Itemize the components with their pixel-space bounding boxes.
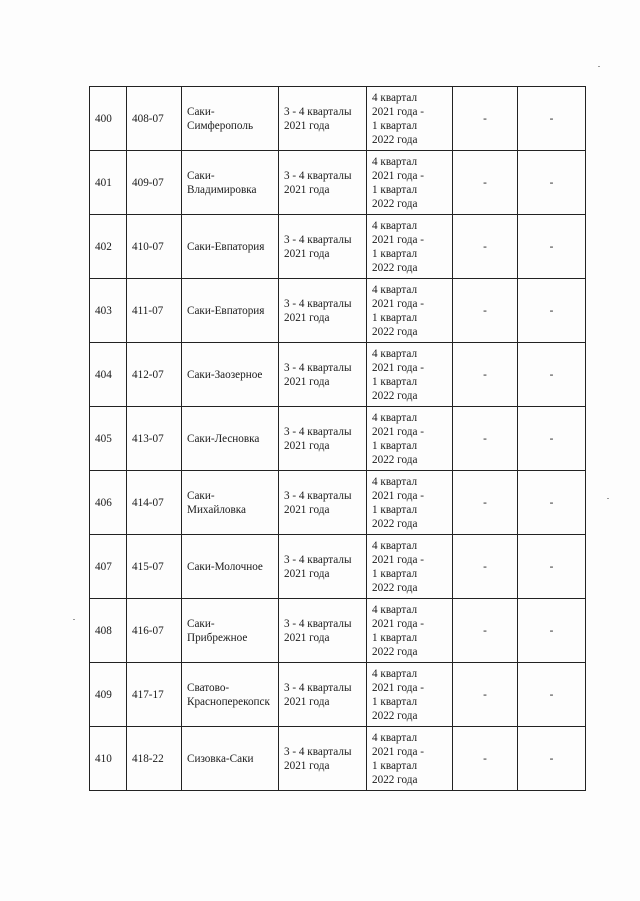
cell-term-text: 4 квартал 2021 года - 1 квартал 2022 года — [372, 347, 424, 402]
cell-number-text: 401 — [95, 176, 112, 189]
cell-number — [90, 279, 127, 343]
cell-dash — [453, 663, 518, 727]
table-row — [90, 151, 586, 215]
cell-period-text: 3 - 4 кварталы 2021 года — [284, 489, 352, 516]
cell-dash-text: - — [483, 560, 487, 573]
scan-speck — [598, 66, 600, 67]
cell-term — [367, 87, 453, 151]
cell-period-text: 3 - 4 кварталы 2021 года — [284, 425, 352, 452]
cell-term-text: 4 квартал 2021 года - 1 квартал 2022 года — [372, 603, 424, 658]
cell-number-text: 402 — [95, 240, 112, 253]
cell-route-code-text: 410-07 — [132, 240, 164, 253]
cell-period — [279, 215, 367, 279]
cell-period-text: 3 - 4 кварталы 2021 года — [284, 297, 352, 324]
cell-number-text: 404 — [95, 368, 112, 381]
cell-number — [90, 471, 127, 535]
cell-route-name-text: Саки-Молочное — [187, 560, 263, 573]
cell-period-text: 3 - 4 кварталы 2021 года — [284, 233, 352, 260]
cell-number — [90, 407, 127, 471]
cell-period-text: 3 - 4 кварталы 2021 года — [284, 745, 352, 772]
cell-number — [90, 663, 127, 727]
cell-term — [367, 343, 453, 407]
cell-dash — [518, 279, 586, 343]
cell-dash-text: - — [483, 432, 487, 445]
table-row — [90, 663, 586, 727]
cell-term — [367, 407, 453, 471]
cell-dash-text: - — [549, 752, 554, 765]
cell-route-code-text: 411-07 — [132, 304, 164, 317]
cell-term — [367, 151, 453, 215]
cell-number-text: 410 — [95, 752, 112, 765]
cell-number-text: 403 — [95, 304, 112, 317]
cell-term — [367, 599, 453, 663]
table-row — [90, 87, 586, 151]
cell-dash-text: - — [549, 624, 554, 637]
cell-number-text: 400 — [95, 112, 112, 125]
cell-route-code — [127, 87, 182, 151]
cell-route-code-text: 408-07 — [132, 112, 164, 125]
cell-route-code-text: 409-07 — [132, 176, 164, 189]
cell-route-code-text: 417-17 — [132, 688, 164, 701]
cell-route-code — [127, 535, 182, 599]
cell-number-text: 408 — [95, 624, 112, 637]
cell-route-name-text: Саки- Михайловка — [187, 489, 247, 516]
cell-number — [90, 727, 127, 791]
cell-dash — [518, 151, 586, 215]
table-body — [90, 87, 586, 791]
cell-period — [279, 151, 367, 215]
cell-route-code — [127, 215, 182, 279]
cell-dash — [518, 343, 586, 407]
cell-route-code — [127, 727, 182, 791]
cell-dash — [453, 87, 518, 151]
cell-term-text: 4 квартал 2021 года - 1 квартал 2022 года — [372, 219, 424, 274]
cell-route-code-text: 414-07 — [132, 496, 164, 509]
cell-dash — [453, 279, 518, 343]
cell-route-code-text: 413-07 — [132, 432, 164, 445]
cell-period-text: 3 - 4 кварталы 2021 года — [284, 553, 352, 580]
cell-dash — [453, 215, 518, 279]
cell-term-text: 4 квартал 2021 года - 1 квартал 2022 года — [372, 539, 424, 594]
table-row — [90, 215, 586, 279]
cell-dash-text: - — [549, 304, 554, 317]
cell-term — [367, 727, 453, 791]
scan-speck — [73, 619, 75, 620]
cell-route-name-text: Саки- Прибрежное — [187, 617, 248, 644]
cell-route-name — [182, 663, 279, 727]
cell-period — [279, 663, 367, 727]
cell-dash — [518, 663, 586, 727]
cell-dash-text: - — [483, 752, 487, 765]
cell-route-code — [127, 343, 182, 407]
cell-dash — [453, 727, 518, 791]
cell-period-text: 3 - 4 кварталы 2021 года — [284, 617, 352, 644]
cell-term — [367, 663, 453, 727]
cell-route-name-text: Сизовка-Саки — [187, 752, 254, 765]
table-row — [90, 343, 586, 407]
cell-dash — [453, 471, 518, 535]
cell-dash — [453, 343, 518, 407]
table-row — [90, 471, 586, 535]
cell-period — [279, 599, 367, 663]
cell-dash — [518, 471, 586, 535]
table-row — [90, 727, 586, 791]
cell-dash-text: - — [483, 688, 487, 701]
cell-number — [90, 535, 127, 599]
cell-dash — [518, 215, 586, 279]
cell-number-text: 407 — [95, 560, 112, 573]
cell-period-text: 3 - 4 кварталы 2021 года — [284, 169, 352, 196]
cell-dash-text: - — [549, 240, 554, 253]
cell-dash-text: - — [549, 368, 554, 381]
cell-dash-text: - — [549, 432, 554, 445]
cell-period — [279, 343, 367, 407]
cell-period — [279, 535, 367, 599]
cell-dash — [453, 407, 518, 471]
cell-route-code-text: 418-22 — [132, 752, 164, 765]
cell-period-text: 3 - 4 кварталы 2021 года — [284, 105, 352, 132]
cell-dash-text: - — [549, 688, 554, 701]
cell-period — [279, 279, 367, 343]
cell-dash-text: - — [483, 496, 487, 509]
cell-route-code — [127, 663, 182, 727]
cell-route-name — [182, 727, 279, 791]
cell-route-name-text: Саки-Заозерное — [187, 368, 263, 381]
table-row — [90, 407, 586, 471]
cell-dash — [453, 535, 518, 599]
cell-number — [90, 215, 127, 279]
cell-dash — [518, 407, 586, 471]
cell-route-code — [127, 279, 182, 343]
cell-number-text: 406 — [95, 496, 112, 509]
cell-dash-text: - — [549, 176, 554, 189]
cell-dash-text: - — [483, 624, 487, 637]
cell-route-name — [182, 87, 279, 151]
cell-dash-text: - — [549, 112, 554, 125]
cell-number-text: 409 — [95, 688, 112, 701]
cell-route-name — [182, 215, 279, 279]
cell-dash-text: - — [549, 496, 554, 509]
cell-period — [279, 727, 367, 791]
cell-term — [367, 279, 453, 343]
cell-term-text: 4 квартал 2021 года - 1 квартал 2022 года — [372, 411, 424, 466]
cell-number-text: 405 — [95, 432, 112, 445]
cell-period — [279, 87, 367, 151]
cell-route-code — [127, 407, 182, 471]
cell-term-text: 4 квартал 2021 года - 1 квартал 2022 года — [372, 475, 424, 530]
cell-period-text: 3 - 4 кварталы 2021 года — [284, 361, 352, 388]
cell-route-code — [127, 471, 182, 535]
cell-dash-text: - — [483, 112, 487, 125]
cell-route-code — [127, 151, 182, 215]
cell-route-name-text: Саки-Евпатория — [187, 240, 265, 253]
cell-route-name — [182, 279, 279, 343]
cell-number — [90, 151, 127, 215]
cell-period — [279, 407, 367, 471]
cell-dash — [518, 87, 586, 151]
cell-term-text: 4 квартал 2021 года - 1 квартал 2022 года — [372, 283, 424, 338]
cell-route-name — [182, 407, 279, 471]
routes-table — [89, 86, 586, 791]
cell-route-code — [127, 599, 182, 663]
cell-period — [279, 471, 367, 535]
cell-dash — [518, 727, 586, 791]
cell-dash-text: - — [483, 176, 487, 189]
cell-dash-text: - — [483, 368, 487, 381]
cell-dash — [453, 599, 518, 663]
cell-term — [367, 471, 453, 535]
cell-term-text: 4 квартал 2021 года - 1 квартал 2022 года — [372, 155, 424, 210]
cell-dash-text: - — [483, 304, 487, 317]
cell-term — [367, 215, 453, 279]
table-row — [90, 279, 586, 343]
cell-route-name-text: Саки- Симферополь — [187, 105, 254, 132]
cell-route-name — [182, 599, 279, 663]
cell-route-name-text: Саки- Владимировка — [187, 169, 257, 196]
cell-route-name-text: Саки-Евпатория — [187, 304, 265, 317]
cell-route-name-text: Сватово- Красноперекопск — [187, 681, 270, 708]
cell-number — [90, 599, 127, 663]
cell-route-code-text: 415-07 — [132, 560, 164, 573]
cell-number — [90, 343, 127, 407]
cell-route-code-text: 416-07 — [132, 624, 164, 637]
cell-period-text: 3 - 4 кварталы 2021 года — [284, 681, 352, 708]
cell-dash-text: - — [549, 560, 554, 573]
cell-dash-text: - — [483, 240, 487, 253]
cell-term-text: 4 квартал 2021 года - 1 квартал 2022 года — [372, 91, 424, 146]
cell-term-text: 4 квартал 2021 года - 1 квартал 2022 года — [372, 731, 424, 786]
table-row — [90, 599, 586, 663]
cell-number — [90, 87, 127, 151]
cell-route-code-text: 412-07 — [132, 368, 164, 381]
cell-route-name — [182, 151, 279, 215]
cell-term-text: 4 квартал 2021 года - 1 квартал 2022 года — [372, 667, 424, 722]
table-row — [90, 535, 586, 599]
scan-speck — [607, 498, 609, 499]
cell-route-name-text: Саки-Лесновка — [187, 432, 260, 445]
cell-route-name — [182, 535, 279, 599]
cell-dash — [518, 535, 586, 599]
cell-dash — [518, 599, 586, 663]
cell-route-name — [182, 471, 279, 535]
cell-dash — [453, 151, 518, 215]
cell-term — [367, 535, 453, 599]
cell-route-name — [182, 343, 279, 407]
